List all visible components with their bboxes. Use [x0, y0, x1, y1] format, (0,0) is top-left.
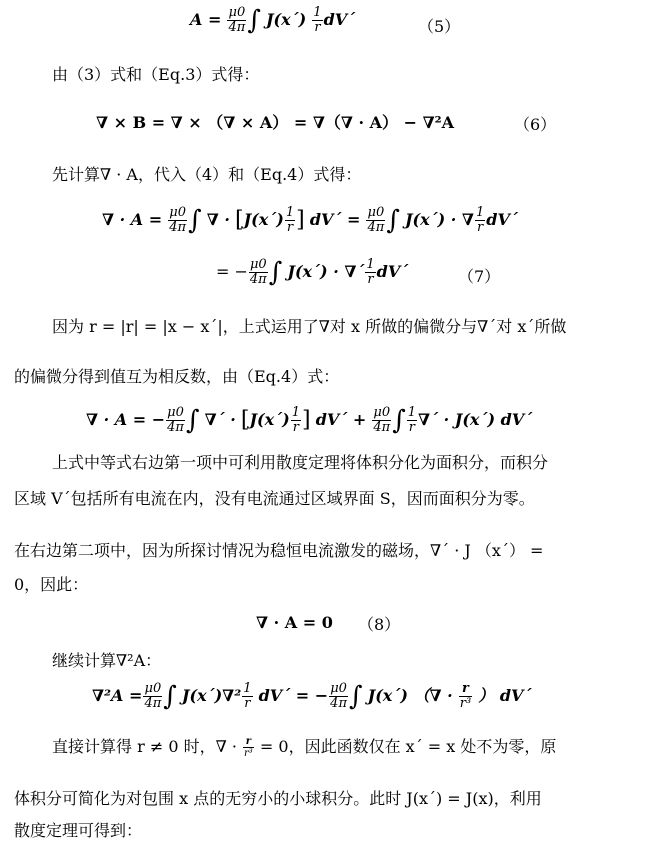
equation-8: ∇ · A = 0 — [256, 613, 333, 632]
eq7a-j: J(x´) — [243, 210, 284, 229]
paragraph-2: 先计算∇ · A，代入（4）和（Eq.4）式得： — [52, 165, 362, 184]
eq7a-jdel: J(x´) · ∇ — [404, 210, 474, 229]
integral-icon: ∫ — [268, 257, 283, 288]
paragraph-5a: 在右边第二项中，因为所探讨情况为稳恒电流激发的磁场，∇´ · J （x´） = — [14, 541, 544, 560]
equation-6: ∇ × B = ∇ × （∇ × A） = ∇（∇ · A） − ∇²A — [96, 113, 455, 132]
eq9-d: ） dV´ — [478, 686, 532, 705]
integral-icon: ∫ — [185, 405, 200, 436]
paragraph-7: 直接计算得 r ≠ 0 时，∇ · $\frac{r}{\text{r³}}$ = 0，因此函数仅在 x´ = x 处不为零，原 — [52, 736, 557, 759]
paragraph-6: 继续计算∇²A： — [52, 651, 162, 670]
paragraph-4a: 上式中等式右边第一项中可利用散度定理将体积分化为面积分，而积分 — [52, 453, 549, 472]
paragraph-8: 体积分可简化为对包围 x 点的无穷小的小球积分。此时 J(x´) = J(x)，利用 — [14, 789, 542, 808]
paragraph-9: 散度定理可得到： — [14, 821, 143, 840]
integral-icon: ∫ — [386, 205, 400, 236]
div-d: ∇´ · J(x´) dV´ — [418, 410, 533, 429]
eq7a-del: ∇ · — [206, 210, 230, 229]
eq5-lhs: A = — [190, 10, 222, 29]
integral-icon: ∫ — [349, 681, 363, 712]
eq7a-dv: dV´ = — [309, 210, 361, 229]
equation-7-line-a: ∇ · A = $\frac{\mu 0}{4\pi}$ ∫ ∇ · [J(x´) $\frac{1}{r}$ ] dV´ = $\frac{\mu 0}{4\pi}$ ∫ J(x´) · ∇ $\frac{1}{r}$ dV´ — [102, 205, 518, 236]
eq9-c: J(x´) （∇ · — [367, 686, 453, 705]
eq5-fraction-r — [312, 6, 322, 35]
paragraph-4b: 区域 V´包括所有电流在内，没有电流通过区域界面 S，因而面积分为零。 — [14, 489, 535, 508]
equation-9: ∇²A = $\frac{\mu 0}{4\pi}$ ∫ J(x´)∇² $\frac{1}{r}$ dV´ = − $\frac{\mu 0}{4\pi}$ ∫ J(x´) （∇ · $\frac{r}{\text{r³}}$ ） dV´ — [92, 681, 532, 712]
eq5-r: r — [314, 20, 321, 35]
eq8-number: （8） — [358, 615, 401, 634]
integral-icon: ∫ — [163, 681, 177, 712]
paragraph-5b: 0，因此： — [14, 575, 89, 594]
paragraph-1: 由（3）式和（Eq.3）式得： — [52, 65, 260, 84]
paragraph-3b: 的偏微分得到值互为相反数，由（Eq.4）式： — [14, 367, 340, 386]
eq5-mu0: μ0 — [228, 5, 246, 20]
paragraph-7a: 直接计算得 r ≠ 0 时，∇ · — [52, 737, 237, 756]
div-b: J(x´) — [249, 410, 290, 429]
div-a: ∇´ · — [204, 410, 236, 429]
integral-icon: ∫ — [392, 405, 406, 436]
eq7a-lhs: ∇ · A = — [102, 210, 163, 229]
eq7-number: （7） — [458, 267, 501, 286]
eq7b-tail: dV´ — [376, 262, 409, 281]
eq5-number: （5） — [418, 17, 461, 36]
eq9-b: dV´ = − — [258, 686, 329, 705]
eq5-integrand: J(x´) — [265, 10, 307, 29]
paragraph-3a: 因为 r = |r| = |x − x´|，上式运用了∇对 x 所做的偏微分与∇´对 x´所做 — [52, 317, 567, 336]
eq5-4pi: 4π — [228, 20, 246, 35]
eq7b-mid: J(x´) · ∇´ — [287, 262, 365, 281]
eq7a-dv2: dV´ — [486, 210, 518, 229]
integral-icon: ∫ — [247, 5, 261, 36]
eq7b-lead: = − — [216, 262, 248, 281]
eq9-r3: r³ — [459, 696, 472, 711]
equation-divergence: ∇ · A = − $\frac{\mu 0}{4\pi}$ ∫ ∇´ · [J(x´) $\frac{1}{r}$ ] dV´ + $\frac{\mu 0}{4\pi}$ ∫ $\frac{1}{r}$ ∇´ · J(x´) dV´ — [86, 405, 533, 436]
integral-icon: ∫ — [188, 205, 202, 236]
paragraph-7b: = 0，因此函数仅在 x´ = x 处不为零，原 — [259, 737, 557, 756]
eq9-r: r — [459, 682, 472, 697]
eq5-one: 1 — [313, 5, 322, 20]
eq6-number: （6） — [514, 115, 557, 134]
eq9-lhs: ∇²A = — [92, 686, 143, 705]
eq9-a: J(x´)∇² — [181, 686, 242, 705]
div-c: dV´ + — [315, 410, 367, 429]
eq5-fraction-mu — [227, 6, 246, 35]
equation-7-line-b: = − $\frac{\mu 0}{4\pi}$ ∫ J(x´) · ∇´ $\frac{1}{r}$ dV´ — [216, 257, 409, 288]
div-lhs: ∇ · A = − — [86, 410, 166, 429]
eq7a-frac-mu: $\frac{\mu 0}{4\pi}$ — [169, 205, 187, 235]
eq5-dv: dV´ — [323, 10, 356, 29]
